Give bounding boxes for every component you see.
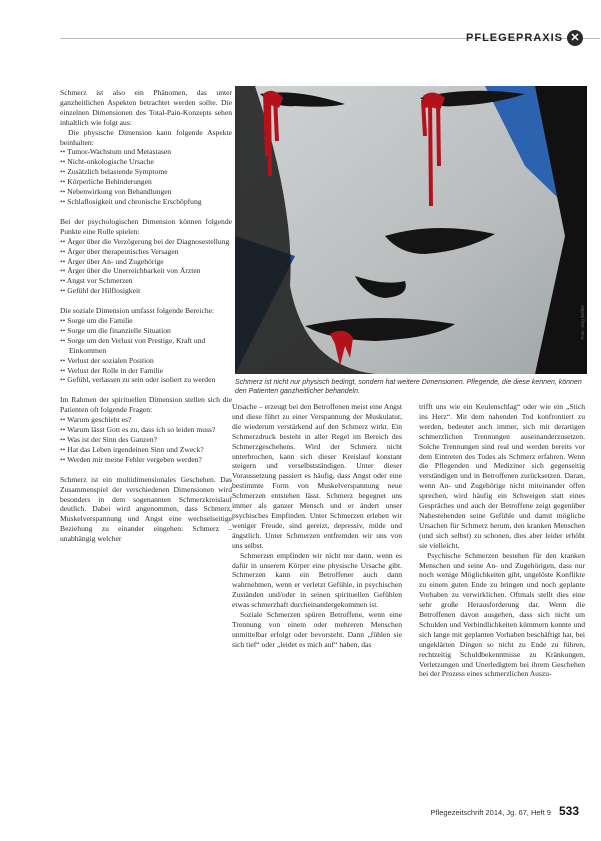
list-item: •• Ärger über therapeutisches Versagen bbox=[60, 247, 232, 257]
list-item: •• Was ist der Sinn des Ganzen? bbox=[60, 435, 232, 445]
list-item: •• Sorge um die finanzielle Situation bbox=[60, 326, 232, 336]
column-1 bbox=[60, 88, 232, 544]
list-item: •• Warum geschieht es? bbox=[60, 415, 232, 425]
list-item: •• Verlust der sozialen Position bbox=[60, 356, 232, 366]
list-item: •• Zusätzlich belastende Symptome bbox=[60, 167, 232, 177]
list-item: •• Sorge um die Familie bbox=[60, 316, 232, 326]
paragraph: trifft uns wie ein Keulenschlag“ oder wie ein „Stich ins Herz“. Mit dem nahenden Tod konfrontiert zu werden, bedeutet auch immer, sich mit derartigen schmerzlichen Trennungen auseinanderzusetzen. Solche Trennungen sind real und werden bereits vor dem Eintreten des Todes als Schmerz erfahren. Wenn die Pflegenden und Mediziner sich gegenseitig verständigen und in Betroffenen zurücksetzen. Daran, wenn An- und Zugehörige nicht miteinander offen sprechen, wird häufig ein Schweigen statt eines Gespräches und auch der Betroffene zeigt gegenüber Nahestehenden seine Gefühle und damit mögliche Ursachen für Schmerz herum, den kranken Menschen (und sich selbst) zu schonen, dies aber leider erhöht sie vielleicht. bbox=[419, 402, 585, 550]
photo-credit: Foto: Jörg Behler bbox=[580, 305, 585, 340]
list-item: •• Sorge um den Verlust von Prestige, Kraft und Einkommen bbox=[60, 336, 232, 356]
list-item: •• Ärger über An- und Zugehörige bbox=[60, 257, 232, 267]
paragraph: Soziale Schmerzen spüren Betroffene, wenn eine Trennung von einem oder mehreren Menschen unmittelbar erfolgt oder bevorsteht. Dann „fühlen sie sich tief“ oder „leidet es mich auf“ haben, das bbox=[232, 610, 402, 649]
list-item: •• Warum lässt Gott es zu, dass ich so leiden muss? bbox=[60, 425, 232, 435]
list-item: •• Ärger über die Verzögerung bei der Diagnosestellung bbox=[60, 237, 232, 247]
social-list bbox=[60, 316, 232, 385]
list-item: •• Nebenwirkung von Behandlungen bbox=[60, 187, 232, 197]
list-item: •• Werden mir meine Fehler vergeben werden? bbox=[60, 455, 232, 465]
column-3 bbox=[419, 402, 585, 679]
list-item: •• Tumor-Wachstum und Metastasen bbox=[60, 147, 232, 157]
list-item: •• Gefühl der Hilflosigkeit bbox=[60, 286, 232, 296]
physical-list bbox=[60, 147, 232, 206]
list-item: •• Hat das Leben irgendeinen Sinn und Zweck? bbox=[60, 445, 232, 455]
list-item: •• Verlust der Rolle in der Familie bbox=[60, 366, 232, 376]
list-item: •• Nicht-onkologische Ursache bbox=[60, 157, 232, 167]
spiritual-intro: Im Rahmen der spirituellen Dimension stellen sich die Patienten oft folgende Fragen: bbox=[60, 395, 232, 415]
closing-paragraph: Schmerz ist ein multidimensionales Geschehen. Das Zusammenspiel der verschiedenen Dimensionen wird besonders in dem sogenannten Schmerzkreislauf deutlich. Dabei wird angenommen, dass Schmerz, Muskelverspannung und Angst eine wechselseitige Beziehung zu einander eingehen: Schmerz – unabhängig welcher bbox=[60, 474, 232, 544]
paragraph: Psychische Schmerzen bestehen für den kranken Menschen und seine An- und Zugehörigen, dass nur noch wenige Möglichkeiten gibt, ungelöste Konflikte zu einem guten Ende zu bringen und noch geplante Vorhaben zu verwirklichen. Oftmals stellt dies eine sehr große Herausforderung dar. Wenn die Betroffenen davon ausgehen, dass sich nicht um Schulden und Verbindlichkeiten kümmern konnte und sich lange mit geplanten Vorhaben beschäftigt hat, bei ungeklärten Dingen so nicht zu Ende zu führen, rechtzeitig Schuldbekenntnisse zu Kränkungen, Verletzungen und Unerledigtem bei ihrem Geschehen bei der Prozess eines schmerzlichen Auszu- bbox=[419, 550, 585, 679]
list-item: •• Körperliche Behinderungen bbox=[60, 177, 232, 187]
photo-caption: Schmerz ist nicht nur physisch bedingt, sondern hat weitere Dimensionen. Pflegende, die diese kennen, können den Patienten ganzheitlicher behandeln. bbox=[235, 379, 582, 395]
list-item: •• Schlaflosigkeit und chronische Erschöpfung bbox=[60, 197, 232, 207]
graffiti-face-illustration bbox=[235, 86, 587, 374]
header bbox=[466, 30, 583, 46]
graffiti-face-photo bbox=[235, 86, 587, 374]
journal-citation: Pflegezeitschrift 2014, Jg. 67, Heft 9 bbox=[430, 808, 551, 817]
social-intro: Die soziale Dimension umfasst folgende Bereiche: bbox=[60, 306, 215, 316]
section-title: PFLEGEPRAXIS bbox=[466, 32, 563, 44]
page-number: 533 bbox=[558, 804, 579, 818]
list-item: •• Ärger über die Unerreichbarkeit von Ärzten bbox=[60, 266, 232, 276]
list-item: •• Angst vor Schmerzen bbox=[60, 276, 232, 286]
paragraph: Ursache – erzeugt bei den Betroffenen meist eine Angst und diese führt zu einer Verspannung der Muskulatur, die wiederum verstärkend auf den Schmerz wirkt. Ein Schmerzdruck besteht in aller Regel im Bereich des Schmerzgeschehens. Wird der Schmerz nicht unterbrochen, kann sich dieser Kreislauf konstant steigern und verselbstständigen. Unter dieser Voraussetzung passiert es häufig, dass Angst oder eine bestimmte Form von Muskelverspannung neue Schmerzen entstehen lässt. Schmerz begegnet uns immer als ganzer Mensch und er ändert unser psychisches Empfinden. Unter Schmerzen erleben wir weniger Freude, sind gereizt, depressiv, müde und ängstlich. Unter Schmerzen entfremden wir uns von uns selbst. bbox=[232, 402, 402, 550]
paragraph: Schmerzen empfinden wir nicht nur dann, wenn es dafür in unserem Körper eine physische Ursache gibt. Schmerzen kann ein Betroffener auch dann wahrnehmen, wenn er verletzt Gefühle, in psychischen Zuständen und/oder in seinen spirituellen Gefühlen etwas schmerzhaft durcheinandergekommen ist. bbox=[232, 550, 402, 610]
intro-paragraph: Schmerz ist also ein Phänomen, das unter ganzheitlichen Aspekten betrachtet werden sollte. Die einzelnen Dimensionen des Total-Pain-Konzepts sehen inhaltlich wie folgt aus: bbox=[60, 88, 232, 127]
x-icon: ✕ bbox=[567, 30, 583, 46]
physical-intro: Die physische Dimension kann folgende Aspekte beinhalten: bbox=[60, 127, 232, 147]
psychological-intro: Bei der psychologischen Dimension können folgende Punkte eine Rolle spielen: bbox=[60, 216, 232, 236]
list-item: •• Gefühl, verlassen zu sein oder isoliert zu werden bbox=[60, 375, 232, 385]
footer bbox=[430, 804, 579, 818]
column-2 bbox=[232, 402, 402, 650]
psychological-list bbox=[60, 237, 232, 296]
spiritual-list bbox=[60, 415, 232, 465]
